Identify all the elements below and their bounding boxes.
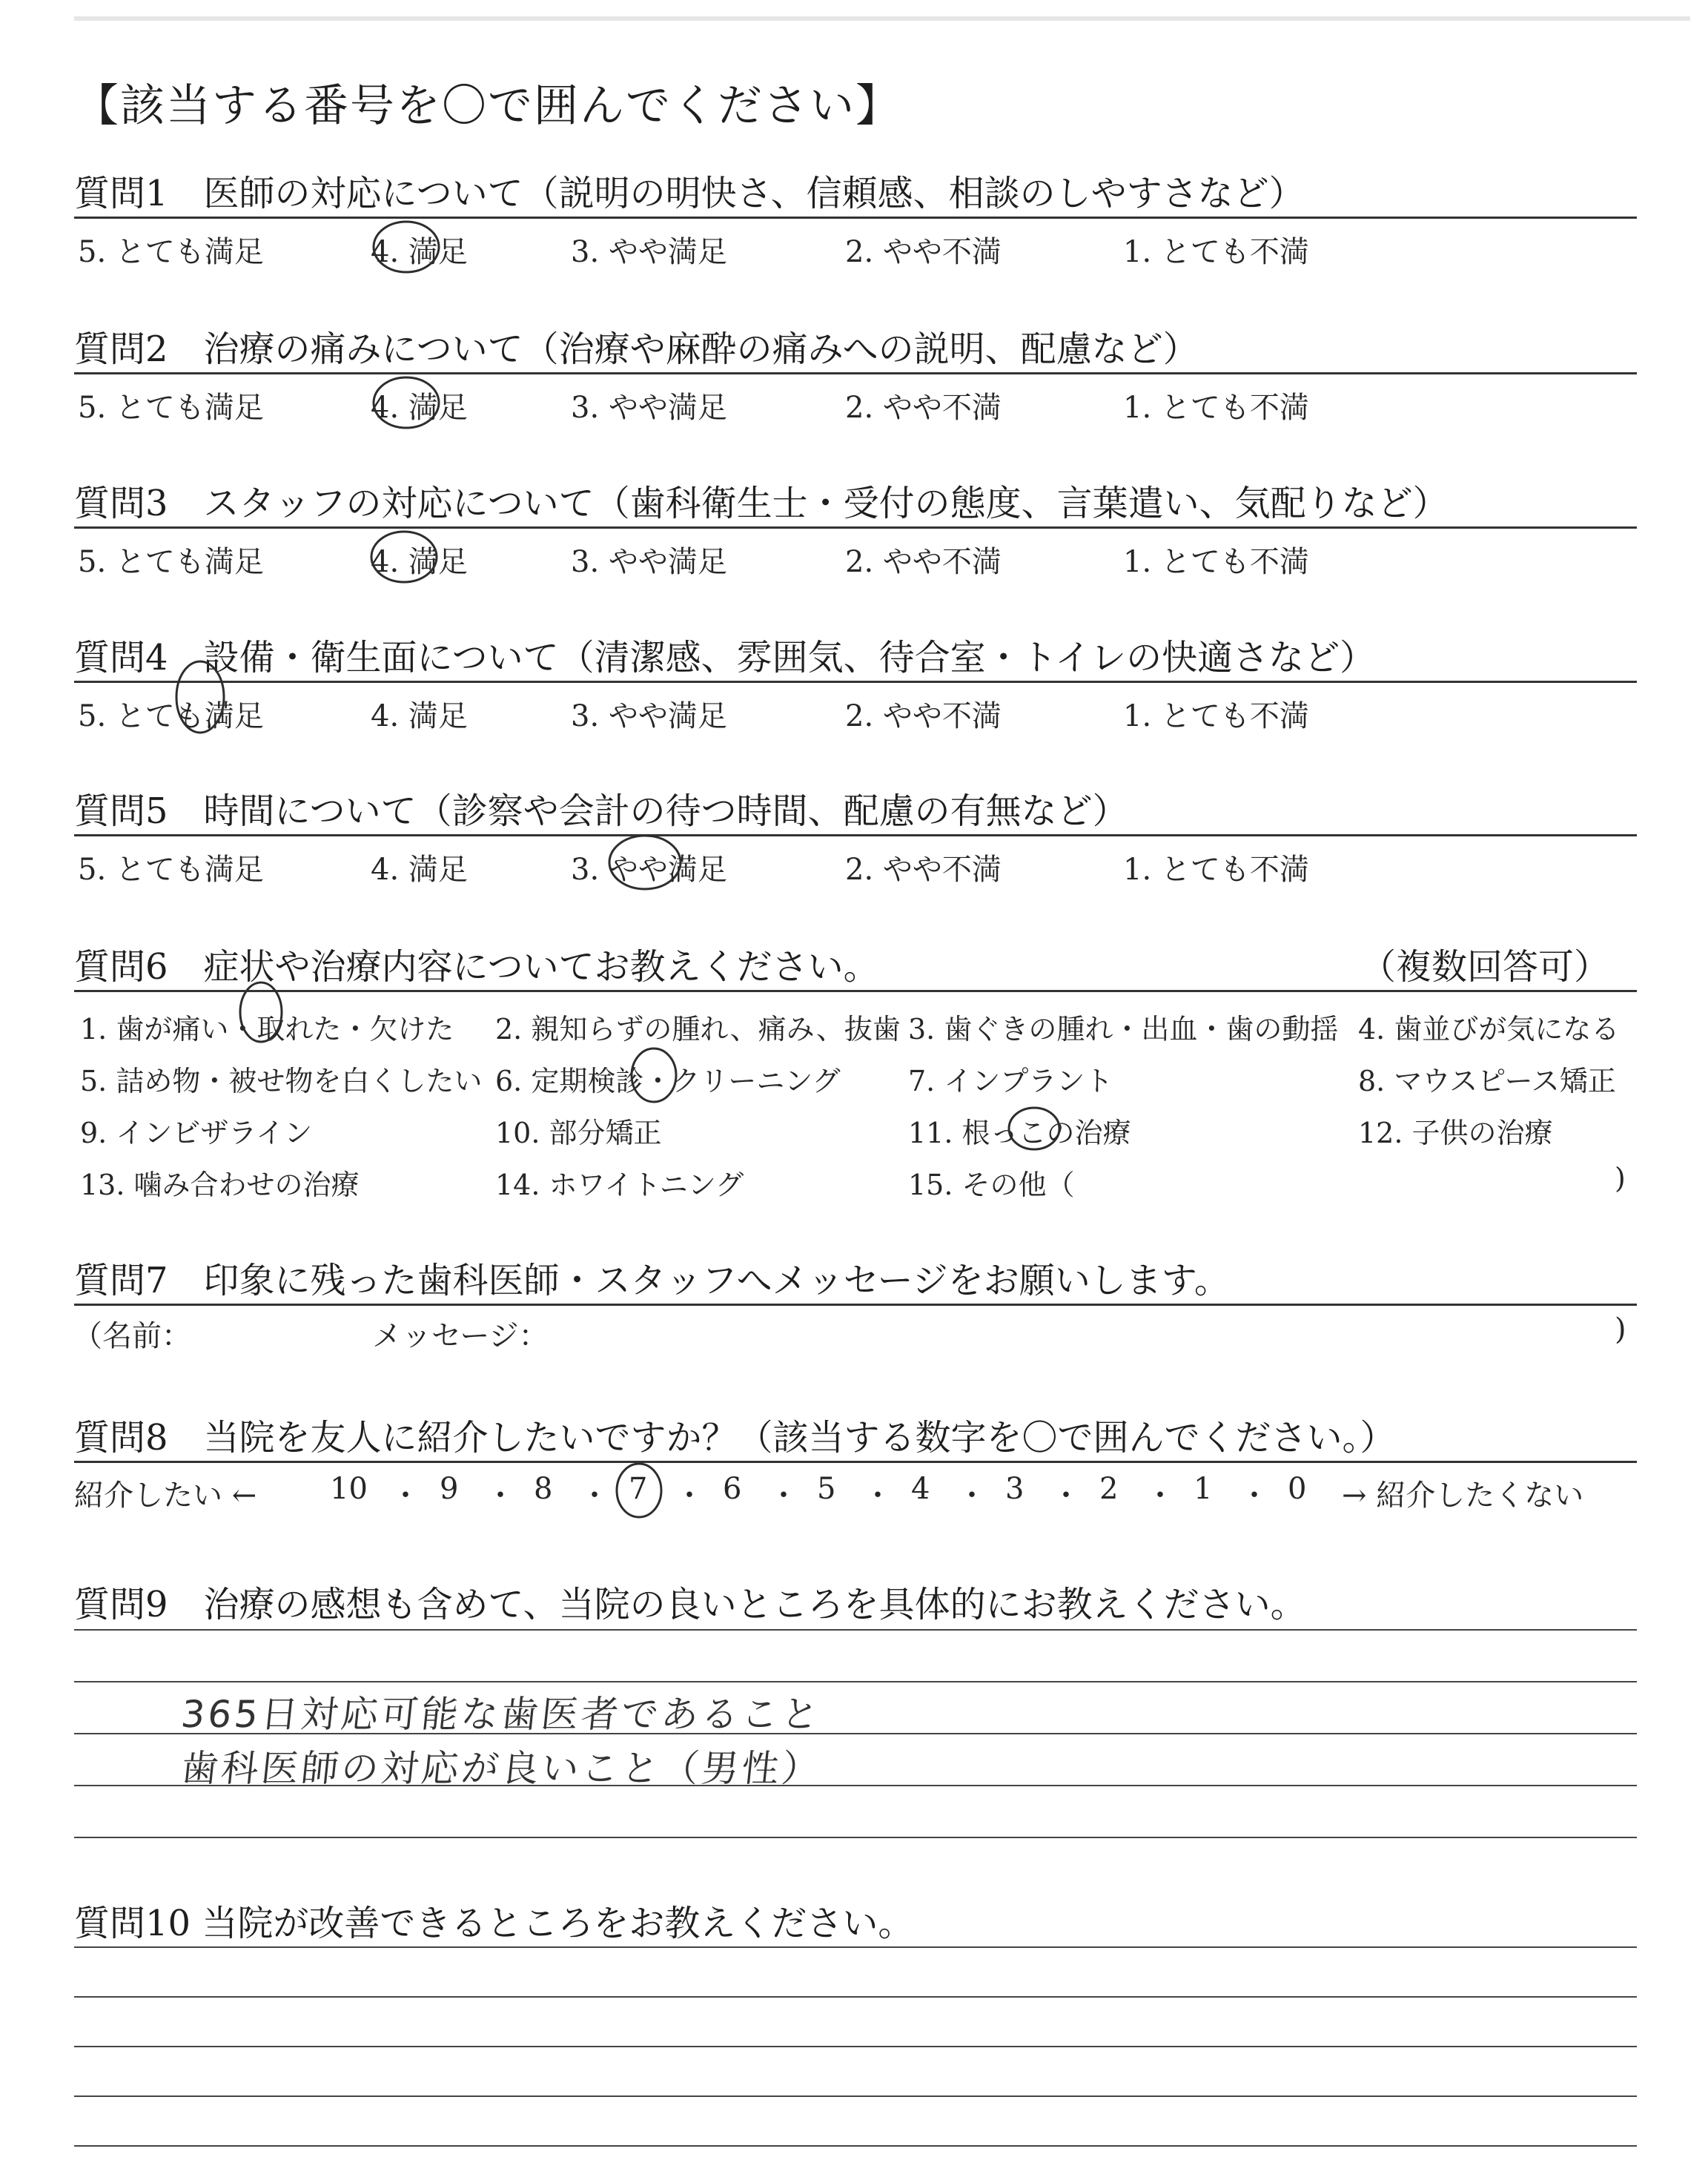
- q5-option-1[interactable]: 1. とても不満: [1123, 853, 1309, 887]
- q2-option-1[interactable]: 1. とても不満: [1123, 391, 1309, 425]
- q5-option-3[interactable]: 3. やや満足: [571, 853, 727, 887]
- q2-option-4[interactable]: 4. 満足: [371, 391, 468, 425]
- q3-option-5[interactable]: 5. とても満足: [78, 545, 264, 579]
- q8-value-7[interactable]: 7: [629, 1472, 648, 1506]
- q6-item-6[interactable]: 6. 定期検診・クリーニング: [495, 1065, 841, 1097]
- q2-selection-circle: [374, 377, 439, 428]
- q8-dot: ・: [769, 1479, 798, 1513]
- q4-option-2[interactable]: 2. やや不満: [845, 699, 1002, 733]
- q1-option-2[interactable]: 2. やや不満: [845, 235, 1002, 269]
- q6-item-13[interactable]: 13. 噛み合わせの治療: [80, 1169, 360, 1201]
- q6-item-6-selection-circle: [632, 1048, 676, 1102]
- question-4-label: 質問4 設備・衛生面について（清潔感、雰囲気、待合室・トイレの快適さなど）: [74, 637, 1376, 678]
- q3-option-3[interactable]: 3. やや満足: [571, 545, 727, 579]
- q5-option-4[interactable]: 4. 満足: [371, 853, 468, 887]
- q2-option-3[interactable]: 3. やや満足: [571, 391, 727, 425]
- q8-dot: ・: [863, 1479, 893, 1513]
- q1-option-4[interactable]: 4. 満足: [371, 235, 468, 269]
- q5-option-5[interactable]: 5. とても満足: [78, 853, 264, 887]
- q3-option-2[interactable]: 2. やや不満: [845, 545, 1002, 579]
- q9-answer-line-1: 365日対応可能な歯医者であること: [179, 1693, 824, 1736]
- q6-item-15[interactable]: 15. その他（: [908, 1169, 1075, 1201]
- q7-message-label: メッセージ：: [372, 1319, 549, 1353]
- q6-item-11[interactable]: 11. 根っこの治療: [908, 1117, 1131, 1149]
- question-6-note: （複数回答可）: [1360, 946, 1610, 988]
- q8-dot: ・: [580, 1479, 609, 1513]
- q1-option-3[interactable]: 3. やや満足: [571, 235, 727, 269]
- q8-right-label: → 紹介したくない: [1342, 1479, 1584, 1513]
- question-5-label: 質問5 時間について（診察や会計の待つ時間、配慮の有無など）: [74, 790, 1128, 832]
- q6-item-3[interactable]: 3. 歯ぐきの腫れ・出血・歯の動揺: [908, 1013, 1339, 1046]
- q1-selection-circle: [374, 222, 439, 272]
- q6-item-12[interactable]: 12. 子供の治療: [1358, 1117, 1553, 1149]
- q6-item-14[interactable]: 14. ホワイトニング: [495, 1169, 744, 1201]
- q8-value-8[interactable]: 8: [534, 1472, 553, 1506]
- q8-dot: ・: [675, 1479, 704, 1513]
- q8-dot: ・: [391, 1479, 420, 1513]
- q7-name-label: （名前：: [73, 1319, 191, 1353]
- q8-value-0[interactable]: 0: [1288, 1472, 1307, 1506]
- q8-dot: ・: [957, 1479, 987, 1513]
- question-3-label: 質問3 スタッフの対応について（歯科衛生士・受付の態度、言葉遣い、気配りなど）: [74, 483, 1449, 524]
- q8-dot: ・: [486, 1479, 515, 1513]
- q8-dot: ・: [1051, 1479, 1081, 1513]
- q2-option-5[interactable]: 5. とても満足: [78, 391, 264, 425]
- question-6-label: 質問6 症状や治療内容についてお教えください。: [74, 946, 879, 988]
- q6-item-1[interactable]: 1. 歯が痛い・取れた・欠けた: [80, 1013, 454, 1046]
- q5-selection-circle: [609, 836, 681, 889]
- q6-item-4[interactable]: 4. 歯並びが気になる: [1358, 1013, 1620, 1046]
- q4-option-4[interactable]: 4. 満足: [371, 699, 468, 733]
- q1-option-5[interactable]: 5. とても満足: [78, 235, 264, 269]
- question-10-label: 質問10 当院が改善できるところをお教えください。: [74, 1903, 914, 1944]
- question-9-label: 質問9 治療の感想も含めて、当院の良いところを具体的にお教えください。: [74, 1584, 1306, 1625]
- q4-option-3[interactable]: 3. やや満足: [571, 699, 727, 733]
- q6-item-7[interactable]: 7. インプラント: [908, 1065, 1113, 1097]
- question-8-label: 質問8 当院を友人に紹介したいですか？（該当する数字を〇で囲んでください。）: [74, 1417, 1396, 1459]
- q8-value-10[interactable]: 10: [330, 1472, 368, 1506]
- q6-item-5[interactable]: 5. 詰め物・被せ物を白くしたい: [80, 1065, 483, 1097]
- question-1-label: 質問1 医師の対応について（説明の明快さ、信頼感、相談のしやすさなど）: [74, 173, 1305, 214]
- q8-left-label: 紹介したい ←: [74, 1479, 257, 1513]
- page-title: 【該当する番号を〇で囲んでください】: [74, 80, 901, 132]
- q8-value-6[interactable]: 6: [723, 1472, 742, 1506]
- q4-option-1[interactable]: 1. とても不満: [1123, 699, 1309, 733]
- q3-option-4[interactable]: 4. 満足: [371, 545, 468, 579]
- q4-selection-circle: [176, 661, 224, 733]
- question-7-label: 質問7 印象に残った歯科医師・スタッフへメッセージをお願いします。: [74, 1260, 1230, 1301]
- q4-option-5[interactable]: 5. とても満足: [78, 699, 264, 733]
- q9-answer-line-2: 歯科医師の対応が良いこと（男性）: [179, 1747, 824, 1790]
- q8-value-1[interactable]: 1: [1194, 1472, 1213, 1506]
- q7-close-paren: ): [1615, 1312, 1626, 1347]
- q6-item-9[interactable]: 9. インビザライン: [80, 1117, 313, 1149]
- q8-selection-circle: [617, 1464, 661, 1517]
- question-2-label: 質問2 治療の痛みについて（治療や麻酔の痛みへの説明、配慮など）: [74, 328, 1199, 370]
- q1-option-1[interactable]: 1. とても不満: [1123, 235, 1309, 269]
- q8-value-2[interactable]: 2: [1099, 1472, 1119, 1506]
- q8-value-4[interactable]: 4: [911, 1472, 930, 1506]
- q8-dot: ・: [1145, 1479, 1175, 1513]
- q6-item-2[interactable]: 2. 親知らずの腫れ、痛み、抜歯: [495, 1013, 901, 1046]
- q5-option-2[interactable]: 2. やや不満: [845, 853, 1002, 887]
- q8-value-3[interactable]: 3: [1005, 1472, 1025, 1506]
- q8-dot: ・: [1239, 1479, 1269, 1513]
- q6-item-11-selection-circle: [1009, 1108, 1059, 1149]
- q8-value-5[interactable]: 5: [817, 1472, 836, 1506]
- q3-option-1[interactable]: 1. とても不満: [1123, 545, 1309, 579]
- q6-item-10[interactable]: 10. 部分矯正: [495, 1117, 662, 1149]
- q6-item-1-selection-circle: [240, 982, 282, 1042]
- q8-value-9[interactable]: 9: [440, 1472, 459, 1506]
- q3-selection-circle: [371, 532, 437, 582]
- q2-option-2[interactable]: 2. やや不満: [845, 391, 1002, 425]
- q6-item-8[interactable]: 8. マウスピース矯正: [1358, 1065, 1616, 1097]
- q6-item-15-close: ): [1615, 1162, 1626, 1195]
